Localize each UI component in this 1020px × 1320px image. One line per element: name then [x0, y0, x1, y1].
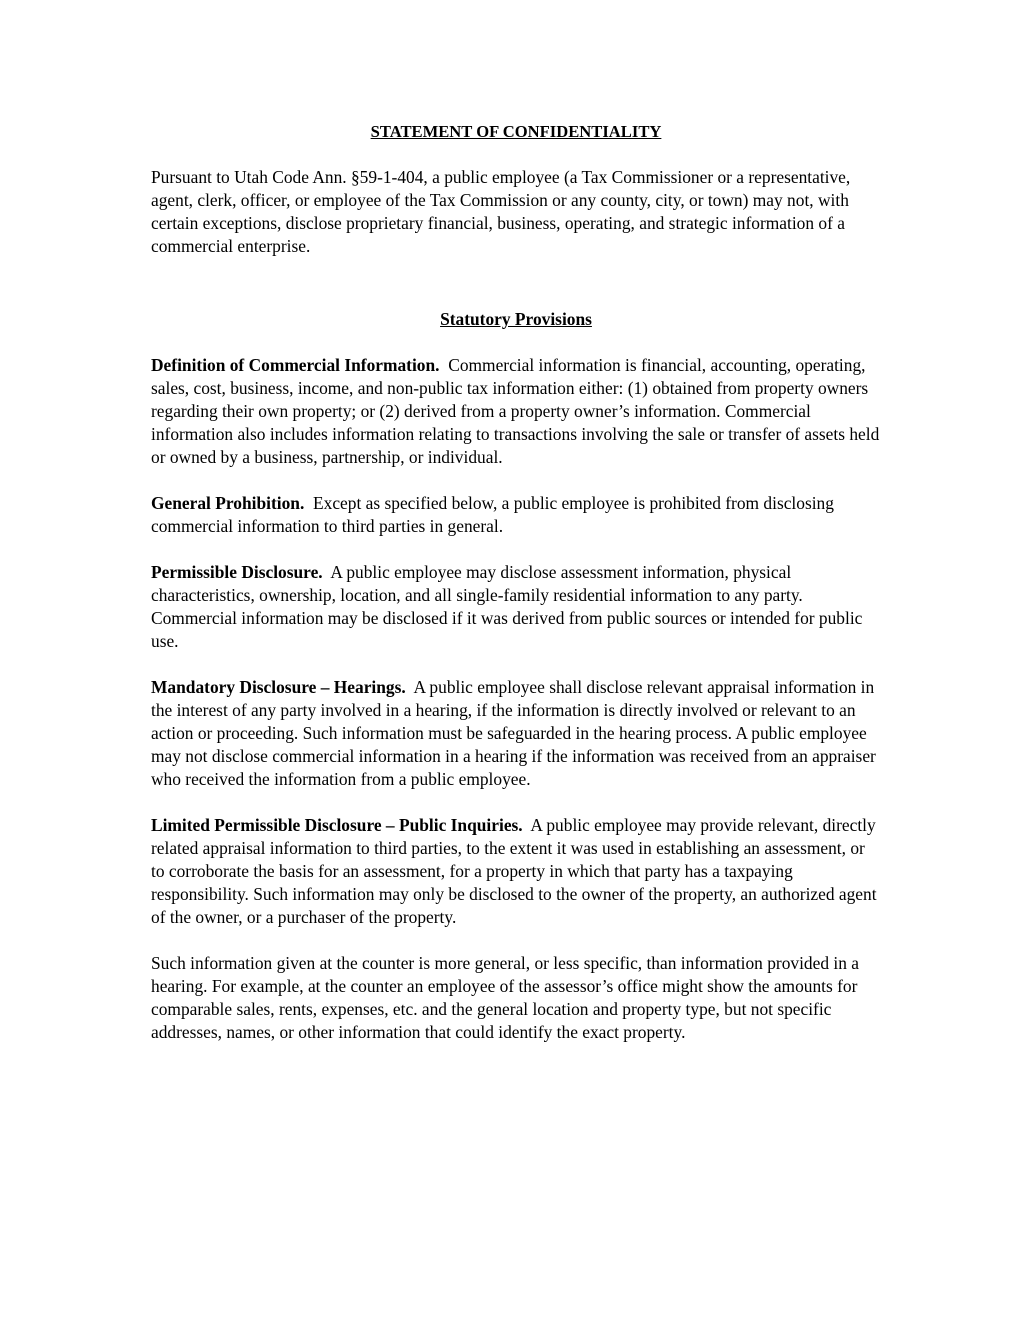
- limited-disclosure-body: A public employee may provide relevant, directly related appraisal information to third parties, to the extent it was used in establishing an assessment, or to corroborate the basis for an assessment, for a property in which that party has a taxpaying responsibility. Such information may only be disclosed to the owner of the property, an authorized agent of the owner, or a purchaser of the property.: [151, 815, 877, 927]
- mandatory-disclosure-heading: Mandatory Disclosure – Hearings.: [151, 677, 406, 697]
- general-prohibition-heading: General Prohibition.: [151, 493, 305, 513]
- document-page: [151, 120, 881, 1067]
- permissible-disclosure-paragraph: [151, 561, 881, 653]
- section-subtitle: Statutory Provisions: [440, 309, 592, 329]
- definition-body: Commercial information is financial, accounting, operating, sales, cost, business, income, and non-public tax information either: (1) obtained from property owners regarding their own property; or (2) derived from a property owner’s information. Commercial information also includes information relating to transactions involving the sale or transfer of assets held or owned by a business, partnership, or individual.: [151, 355, 880, 467]
- limited-disclosure-paragraph: [151, 814, 881, 929]
- closing-paragraph: Such information given at the counter is more general, or less specific, than information provided in a hearing. For example, at the counter an employee of the assessor’s office might show the amounts for comparable sales, rents, expenses, etc. and the general location and property type, but not specific addresses, names, or other information that could identify the exact property.: [151, 953, 859, 1042]
- limited-disclosure-heading: Limited Permissible Disclosure – Public Inquiries.: [151, 815, 523, 835]
- document-title: STATEMENT OF CONFIDENTIALITY: [370, 122, 662, 141]
- definition-paragraph: [151, 354, 881, 469]
- intro-paragraph: Pursuant to Utah Code Ann. §59-1-404, a public employee (a Tax Commissioner or a representative, agent, clerk, officer, or employee of the Tax Commission or any county, city, or town) may not, with certain exceptions, disclose proprietary financial, business, operating, and strategic information of a commercial enterprise.: [151, 167, 851, 256]
- permissible-disclosure-body: A public employee may disclose assessment information, physical characteristics, ownership, location, and all single-family residential information to any party. Commercial information may be disclosed if it was derived from public sources or intended for public use.: [151, 562, 863, 651]
- mandatory-disclosure-paragraph: [151, 676, 881, 791]
- general-prohibition-paragraph: [151, 492, 881, 538]
- mandatory-disclosure-body: A public employee shall disclose relevant appraisal information in the interest of any party involved in a hearing, if the information is directly involved or relevant to an action or proceeding. Such information must be safeguarded in the hearing process. A public employee may not disclose commercial information in a hearing if the information was received from an appraiser who received the information from a public employee.: [151, 677, 876, 789]
- general-prohibition-body: Except as specified below, a public employee is prohibited from disclosing commercial information to third parties in general.: [151, 493, 834, 536]
- permissible-disclosure-heading: Permissible Disclosure.: [151, 562, 323, 582]
- definition-heading: Definition of Commercial Information.: [151, 355, 440, 375]
